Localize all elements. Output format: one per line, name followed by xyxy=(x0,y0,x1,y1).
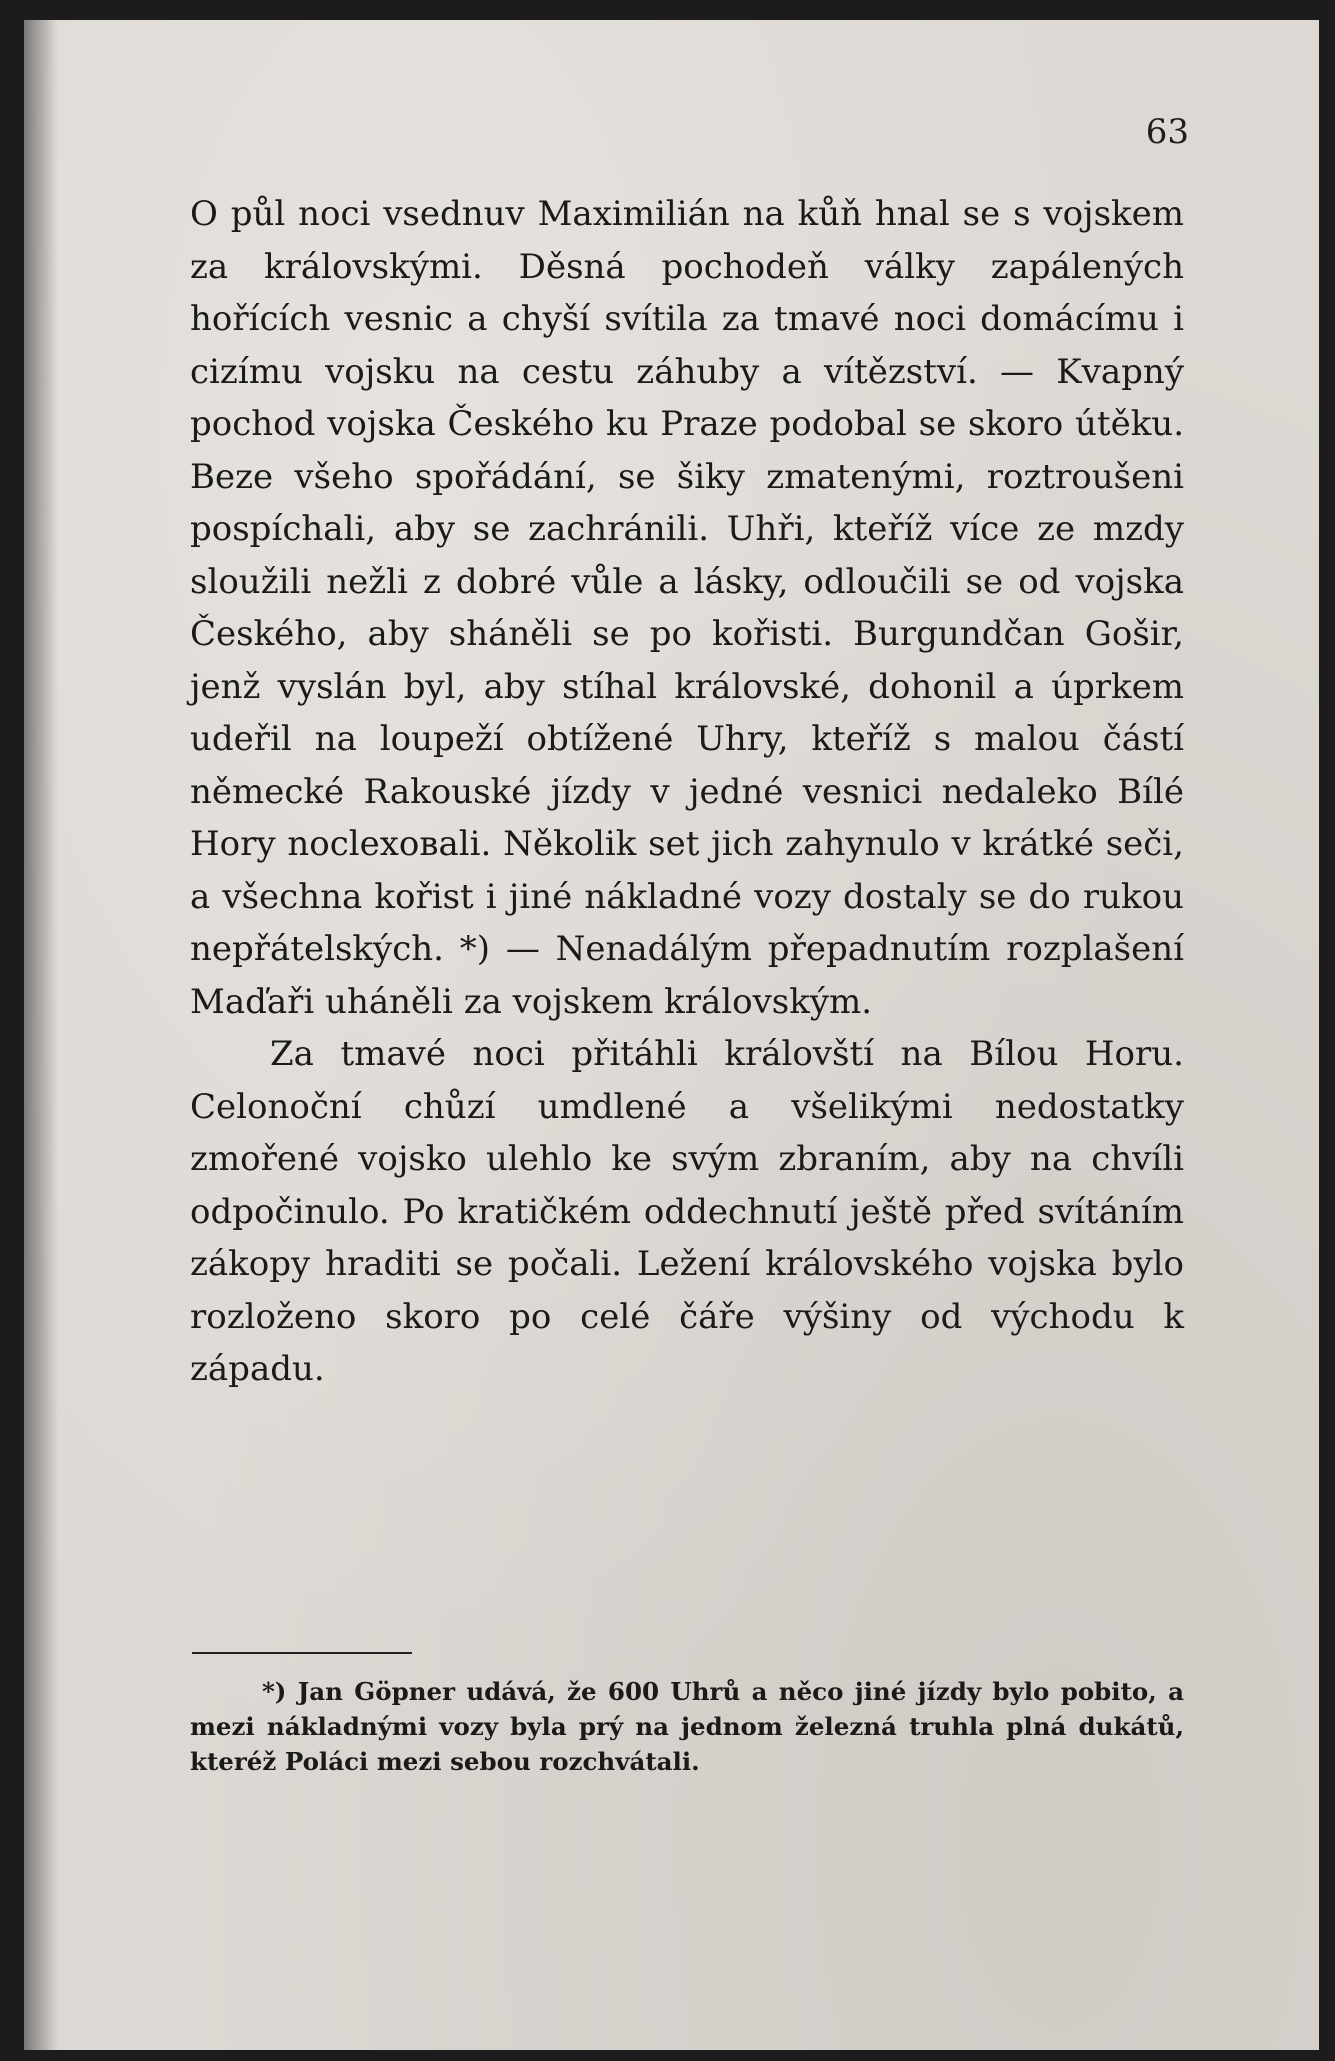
footnote-divider xyxy=(192,1652,412,1654)
body-text xyxy=(190,188,1184,1396)
footnote: *) Jan Göpner udává, že 600 Uhrů a něco jiné jízdy bylo pobito, a mezi nákladnými vozy byla prý na jednom železná truhla plná dukátů, kteréž Poláci mezi sebou rozchvátali. xyxy=(190,1677,1184,1776)
paragraph: O půl noci vsednuv Maximilián na kůň hnal se s vojskem za královskými. Děsná pochodeň války zapálených hořících vesnic a chyší svítila za tmavé noci domácímu i cizímu vojsku na cestu záhuby a vítězství. — Kvapný pochod vojska Českého ku Praze podobal se skoro útěku. Beze všeho spořádání, se šiky zmatenými, roztroušeni pospíchali, aby se zachránili. Uhři, kteříž více ze mzdy sloužili nežli z dobré vůle a lásky, odloučili se od vojska Českého, aby sháněli se po kořisti. Burgundčan Gošir, jenž vyslán byl, aby stíhal královské, dohonil a úprkem udeřil na loupeží obtížené Uhry, kteříž s malou částí německé Rakouské jízdy v jedné vesnici nedaleko Bílé Hory nocleховali. Několik set jich zahynulo v krátké seči, a všechna kořist i jiné nákladné vozy dostaly se do rukou nepřátelských. *) — Nenadálým přepadnutím rozplašení Maďaři uháněli za vojskem královským. xyxy=(190,194,1184,1022)
book-page xyxy=(24,20,1319,2050)
page-number: 63 xyxy=(1145,112,1189,152)
paragraph: Za tmavé noci přitáhli královští na Bílou Horu. Celonoční chůzí umdlené a všelikými nedostatky zmořené vojsko ulehlo ke svým zbraním, aby na chvíli odpočinulo. Po kratičkém oddechnutí ještě před svítáním zákopy hraditi se počali. Ležení královského vojska bylo rozloženo skoro po celé čáře výšiny od východu k západu. xyxy=(190,1034,1184,1389)
binding-shadow xyxy=(24,20,58,2050)
